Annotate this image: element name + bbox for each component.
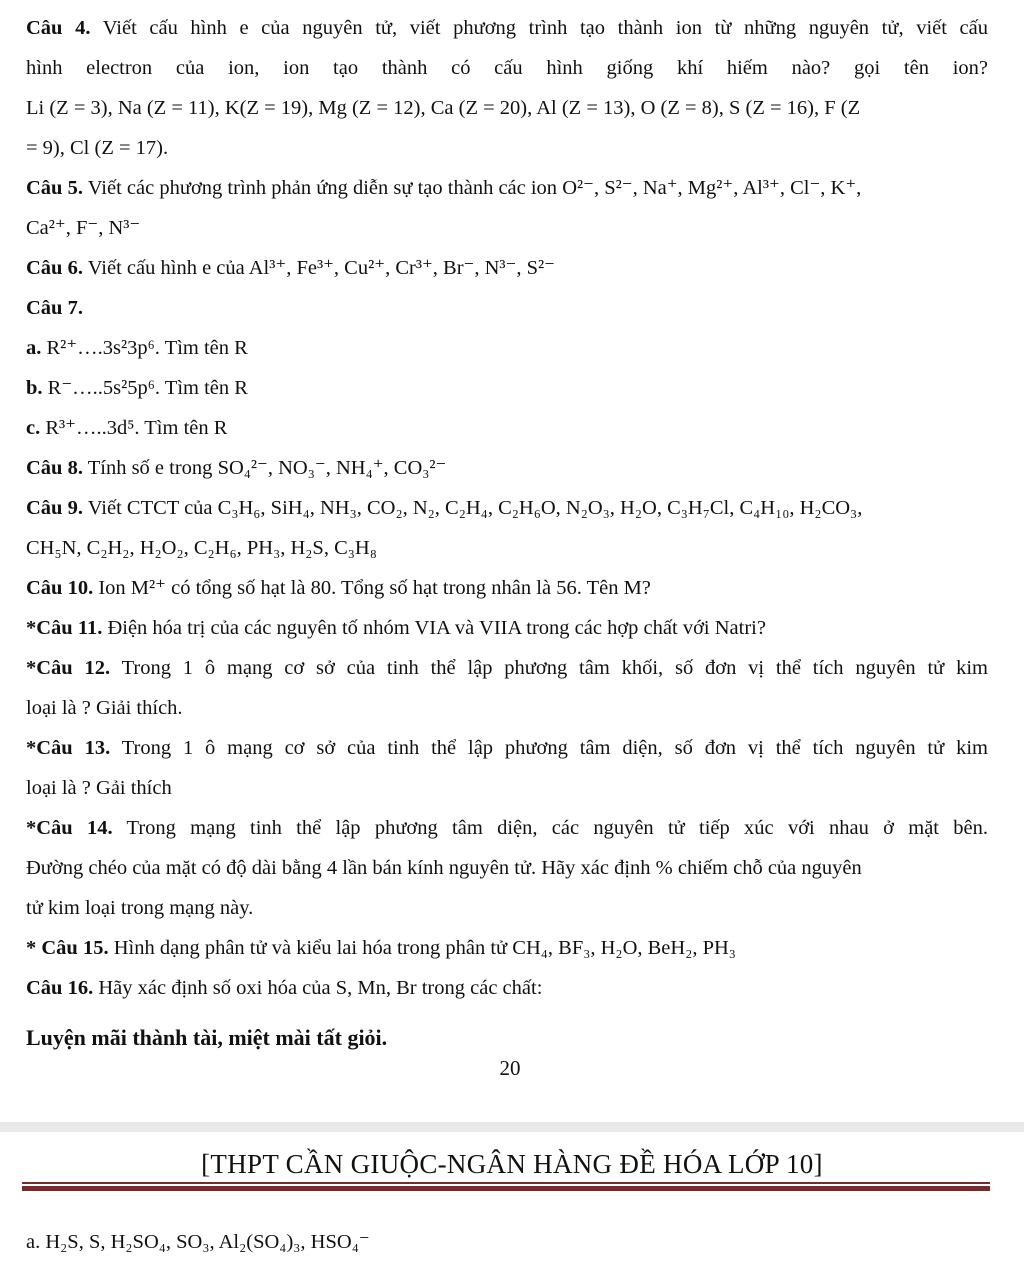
question-text: Viết CTCT của [87, 497, 213, 519]
question-text: Trong 1 ô mạng cơ sở của tinh thể lập phương tâm khối, số đơn vị thể tích nguyên tử kim [121, 657, 988, 679]
ion-list: O²⁻, S²⁻, Na⁺, Mg²⁺, Al³⁺, Cl⁻, K⁺, [562, 177, 862, 199]
item-text: R²⁺….3s²3p⁶. Tìm tên R [46, 337, 248, 359]
question-label: Câu 10. [26, 577, 94, 599]
question-text: Trong 1 ô mạng cơ sở của tinh thể lập phương tâm diện, số đơn vị thể tích nguyên tử kim [121, 737, 988, 759]
question-14-line-3: tử kim loại trong mạng này. [26, 897, 254, 919]
question-11 [26, 608, 988, 648]
question-5-ions-cont: Ca²⁺, F⁻, N³⁻ [26, 217, 141, 239]
question-9-formulas-cont: CH₅N, C₂H₂, H₂O₂, C₂H₆, PH₃, H₂S, C₃H₈ [26, 537, 377, 559]
question-text: Viết cấu hình e của [87, 257, 245, 279]
question-label: *Câu 11. [26, 617, 103, 639]
question-16 [26, 968, 988, 1008]
question-5 [26, 168, 988, 208]
question-14 [26, 808, 988, 848]
question-label: Câu 8. [26, 457, 83, 479]
question-4 [26, 8, 988, 48]
question-10 [26, 568, 988, 608]
formula-list: CH₄, BF₃, H₂O, BeH₂, PH₃ [512, 937, 736, 959]
question-label: *Câu 13. [26, 737, 111, 759]
question-13 [26, 728, 988, 768]
ion-list: Al³⁺, Fe³⁺, Cu²⁺, Cr³⁺, Br⁻, N³⁻, S²⁻ [248, 257, 555, 279]
question-text: Hãy xác định số oxi hóa của S, Mn, Br trong các chất: [98, 977, 543, 999]
question-7-item-a [26, 328, 988, 368]
question-text: Ion M²⁺ có tổng số hạt là 80. Tổng số hạt trong nhân là 56. Tên M? [98, 577, 651, 599]
motto: Luyện mãi thành tài, miệt mài tất giỏi. [26, 1025, 388, 1050]
question-12 [26, 648, 988, 688]
item-letter: b. [26, 377, 43, 399]
question-label: Câu 5. [26, 177, 83, 199]
question-8 [26, 448, 988, 488]
item-letter: c. [26, 417, 41, 439]
page-separator [0, 1122, 1024, 1132]
question-14-line-2: Đường chéo của mặt có độ dài bằng 4 lần bán kính nguyên tử. Hãy xác định % chiếm chỗ của nguyên [26, 857, 862, 879]
question-6 [26, 248, 988, 288]
question-12-line-2: loại là ? Giải thích. [26, 697, 183, 719]
question-15 [26, 928, 988, 968]
question-4-line-2: hình electron của ion, ion tạo thành có cấu hình giống khí hiếm nào? gọi tên ion? [26, 57, 988, 79]
question-text: Điện hóa trị của các nguyên tố nhóm VIA và VIIA trong các hợp chất với Natri? [107, 617, 766, 639]
question-label: Câu 6. [26, 257, 83, 279]
question-label: Câu 4. [26, 17, 91, 39]
question-label: Câu 9. [26, 497, 83, 519]
question-9 [26, 488, 988, 528]
item-text: R⁻…..5s²5p⁶. Tìm tên R [47, 377, 248, 399]
question-label: *Câu 12. [26, 657, 111, 679]
formula-list: C₃H₆, SiH₄, NH₃, CO₂, N₂, C₂H₄, C₂H₆O, N₂O₃, H₂O, C₃H₇Cl, C₄H₁₀, H₂CO₃, [217, 497, 863, 519]
question-text: Tính số e trong [87, 457, 213, 479]
question-7: Câu 7. [26, 297, 83, 319]
question-label: *Câu 14. [26, 817, 113, 839]
question-text: Hình dạng phân tử và kiểu lai hóa trong phân tử [113, 937, 508, 959]
question-text: Viết các phương trình phản ứng diễn sự tạo thành các ion [87, 177, 558, 199]
question-text: Trong mạng tinh thể lập phương tâm diện, các nguyên tử tiếp xúc với nhau ở mặt bên. [126, 817, 988, 839]
question-7-item-c [26, 408, 988, 448]
question-label: Câu 16. [26, 977, 94, 999]
header-rule-thick [22, 1186, 990, 1191]
next-page-item-a: a. H₂S, S, H₂SO₄, SO₃, Al₂(SO₄)₃, HSO₄⁻ [26, 1231, 370, 1253]
next-page [0, 1132, 1024, 1280]
question-label: * Câu 15. [26, 937, 109, 959]
page-number: 20 [499, 1056, 521, 1080]
question-4-elements-cont: = 9), Cl (Z = 17). [26, 137, 169, 159]
item-text: R³⁺…..3d⁵. Tìm tên R [45, 417, 228, 439]
item-letter: a. [26, 337, 42, 359]
ion-list: SO₄²⁻, NO₃⁻, NH₄⁺, CO₃²⁻ [217, 457, 447, 479]
question-4-elements: Li (Z = 3), Na (Z = 11), K(Z = 19), Mg (Z = 12), Ca (Z = 20), Al (Z = 13), O (Z = 8), S (Z = 16), F (Z [26, 97, 861, 119]
question-13-line-2: loại là ? Gải thích [26, 777, 172, 799]
page-header-title: [THPT CẦN GIUỘC-NGÂN HÀNG ĐỀ HÓA LỚP 10] [201, 1149, 823, 1179]
header-rule-thin [22, 1182, 990, 1184]
question-text: Viết cấu hình e của nguyên tử, viết phương trình tạo thành ion từ những nguyên tử, viết cấu [102, 17, 988, 39]
question-7-item-b [26, 368, 988, 408]
question-list [26, 8, 988, 1008]
